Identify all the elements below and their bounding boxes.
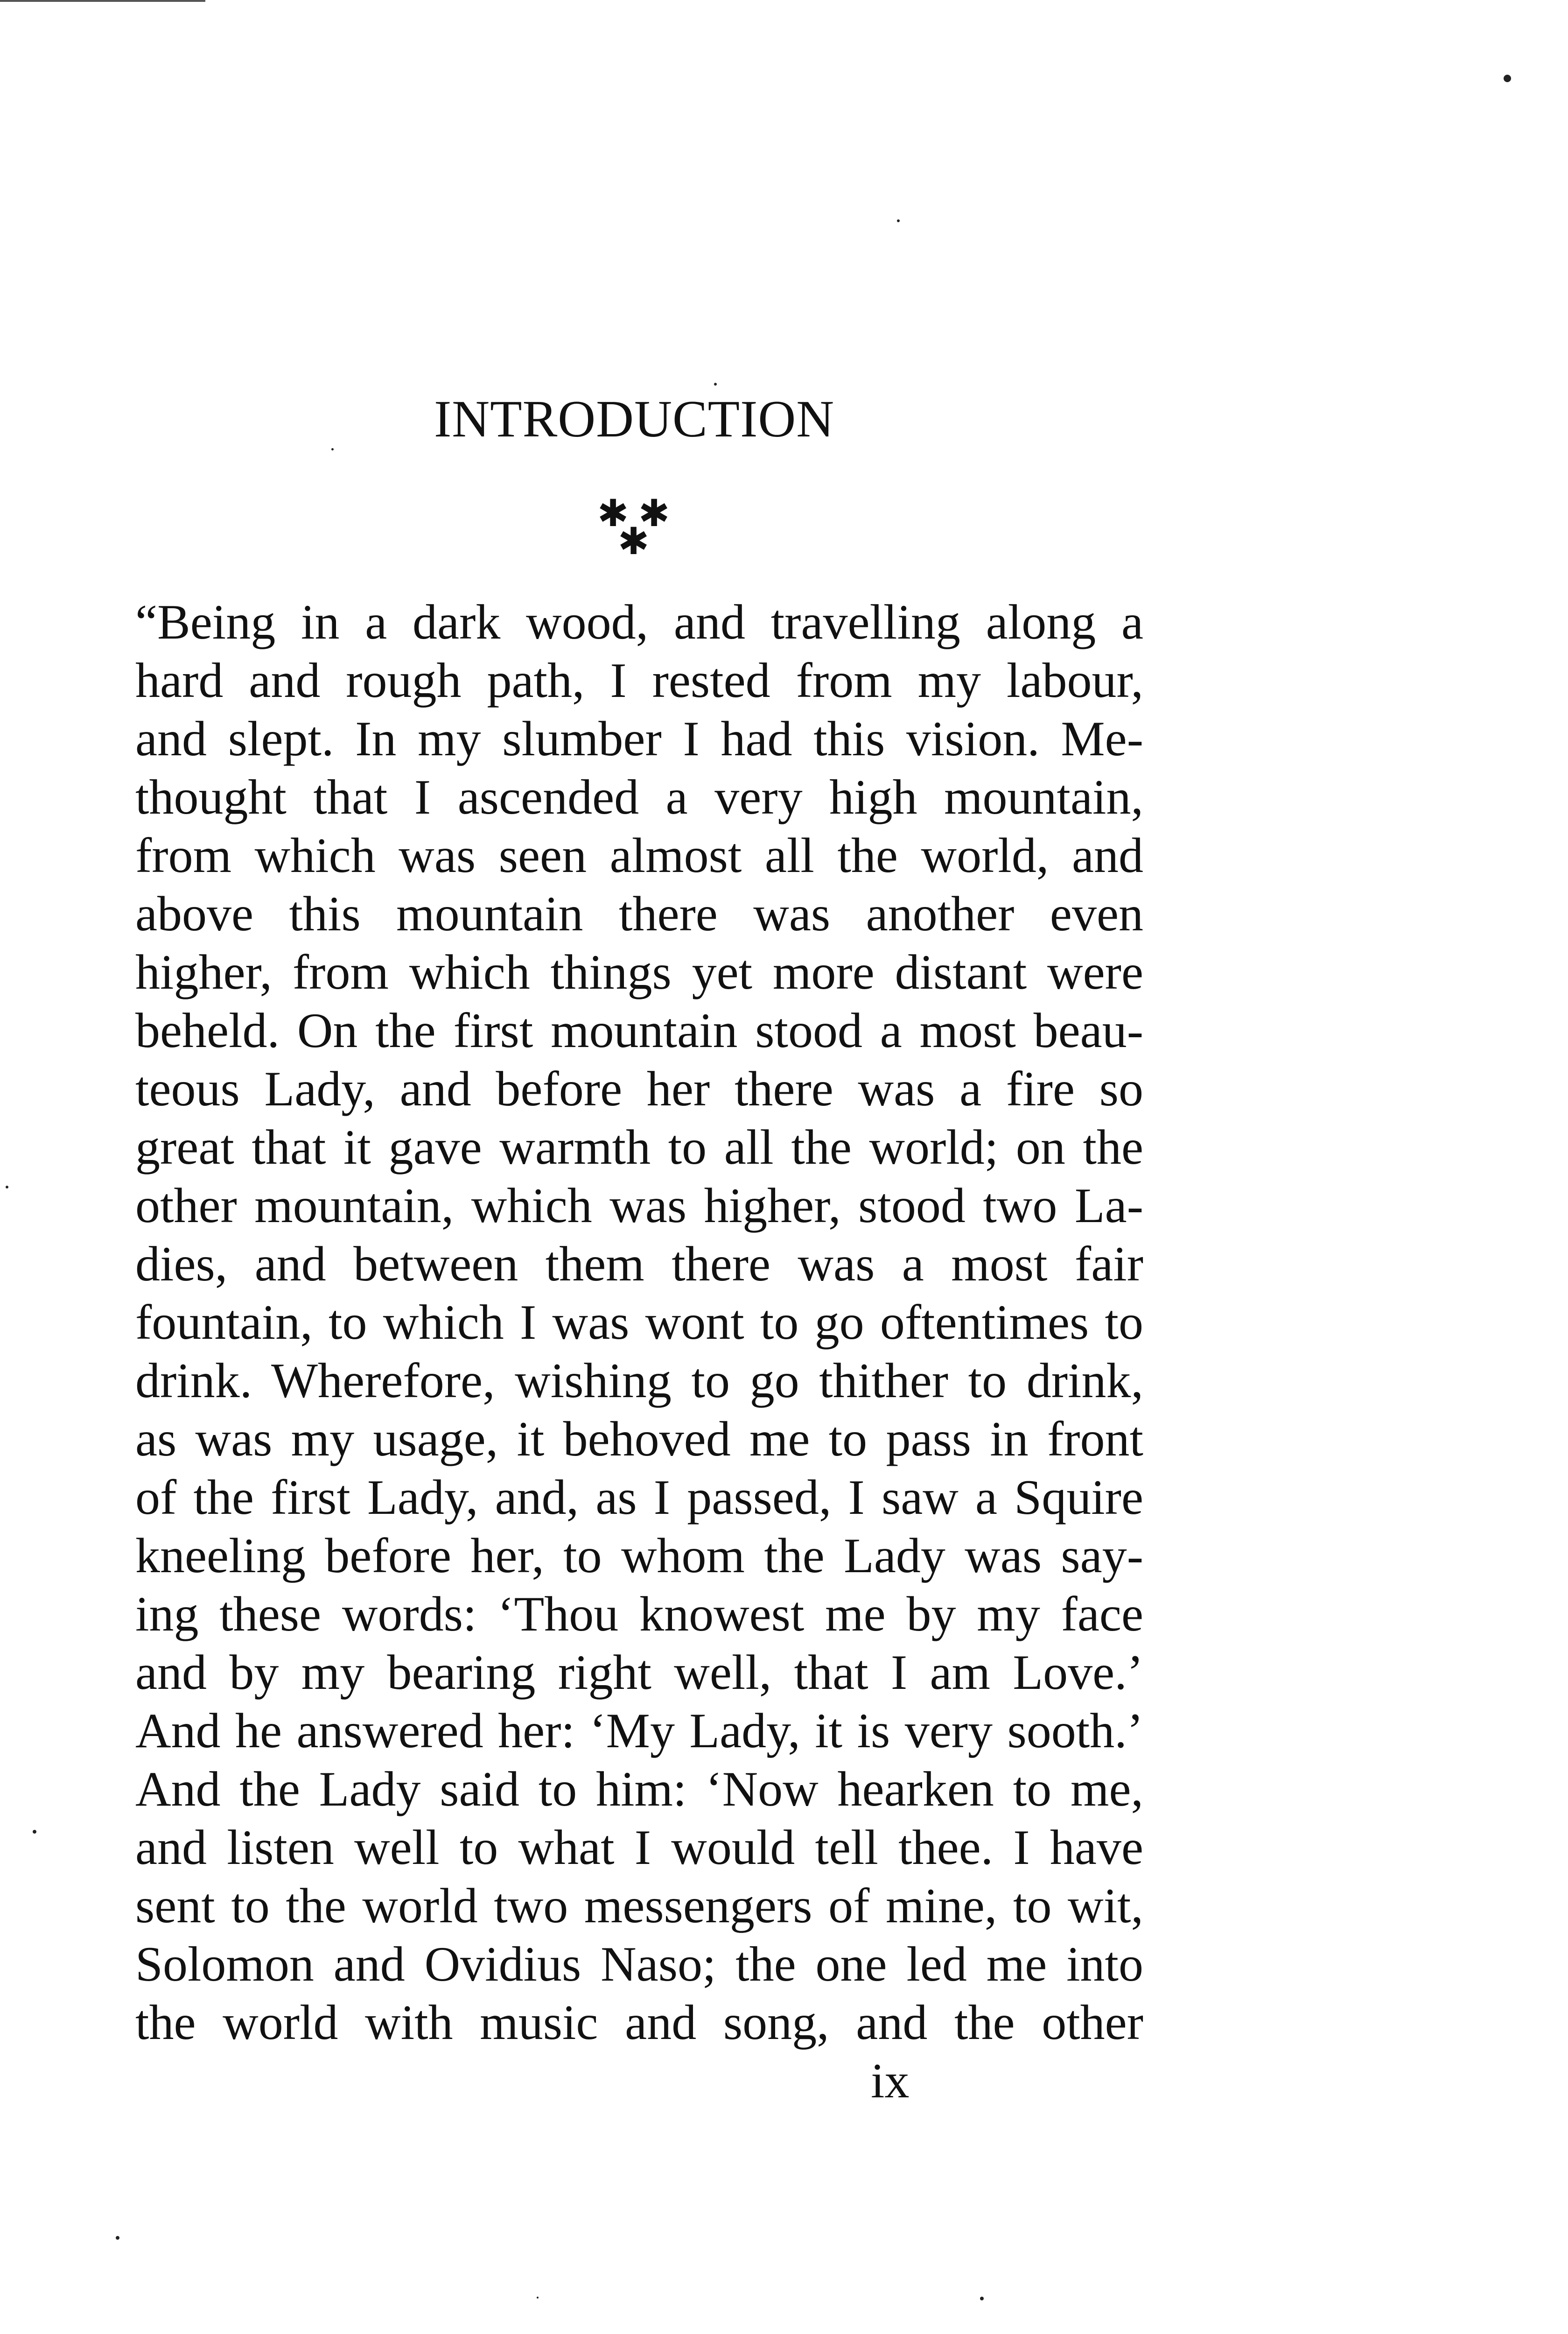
scan-speck bbox=[897, 219, 900, 222]
text-line: ing these words: ‘Thou knowest me by my face bbox=[135, 1587, 1143, 1641]
text-line: the world with music and song, and the other bbox=[135, 1995, 1143, 2050]
text-line: as was my usage, it behoved me to pass in front bbox=[135, 1412, 1143, 1466]
scan-speck bbox=[537, 2297, 539, 2299]
text-line: and by my bearing right well, that I am Love.’ bbox=[135, 1645, 1143, 1700]
text-line: of the first Lady, and, as I passed, I saw a Squire bbox=[135, 1470, 1143, 1525]
asterisk-icon: ✱ bbox=[618, 520, 650, 563]
scan-speck bbox=[33, 1830, 36, 1834]
scan-speck bbox=[6, 1186, 8, 1188]
text-line: great that it gave warmth to all the world; on the bbox=[135, 1120, 1143, 1174]
text-line: higher, from which things yet more distant were bbox=[135, 945, 1143, 999]
text-line: Solomon and Ovidius Naso; the one led me into bbox=[135, 1937, 1143, 1991]
text-line: And the Lady said to him: ‘Now hearken to me, bbox=[135, 1762, 1143, 1816]
text-line: other mountain, which was higher, stood two La- bbox=[135, 1178, 1143, 1233]
text-line: “Being in a dark wood, and travelling along a bbox=[135, 595, 1143, 649]
asterism-icon bbox=[593, 492, 695, 563]
text-line: and listen well to what I would tell thee. I have bbox=[135, 1820, 1143, 1875]
text-line: teous Lady, and before her there was a fire so bbox=[135, 1062, 1143, 1116]
scan-speck bbox=[714, 383, 717, 386]
text-line: kneeling before her, to whom the Lady was say- bbox=[135, 1528, 1143, 1583]
text-line: and slept. In my slumber I had this vision. Me- bbox=[135, 711, 1143, 766]
body-paragraph bbox=[135, 593, 1143, 2052]
text-line: drink. Wherefore, wishing to go thither to drink, bbox=[135, 1353, 1143, 1408]
asterisk-icon: ✱ bbox=[638, 492, 670, 535]
scan-edge-mark bbox=[0, 0, 205, 2]
text-line: above this mountain there was another even bbox=[135, 886, 1143, 941]
text-line: sent to the world two messengers of mine, to wit, bbox=[135, 1878, 1143, 1933]
text-line: dies, and between them there was a most fair bbox=[135, 1237, 1143, 1291]
text-line: fountain, to which I was wont to go oftentimes to bbox=[135, 1295, 1143, 1350]
scan-speck bbox=[116, 2236, 119, 2240]
asterisk-icon: ✱ bbox=[597, 492, 629, 535]
text-line: thought that I ascended a very high mountain, bbox=[135, 770, 1143, 824]
scan-speck bbox=[980, 2297, 984, 2300]
text-line: from which was seen almost all the world, and bbox=[135, 828, 1143, 883]
text-line: hard and rough path, I rested from my labour, bbox=[135, 653, 1143, 708]
text-line: And he answered her: ‘My Lady, it is very sooth.’ bbox=[135, 1703, 1143, 1758]
page-number: ix bbox=[871, 2053, 910, 2108]
text-line: beheld. On the first mountain stood a most beau- bbox=[135, 1003, 1143, 1058]
scan-speck bbox=[1504, 75, 1511, 82]
page-title: INTRODUCTION bbox=[434, 390, 835, 448]
scan-speck bbox=[331, 448, 334, 450]
